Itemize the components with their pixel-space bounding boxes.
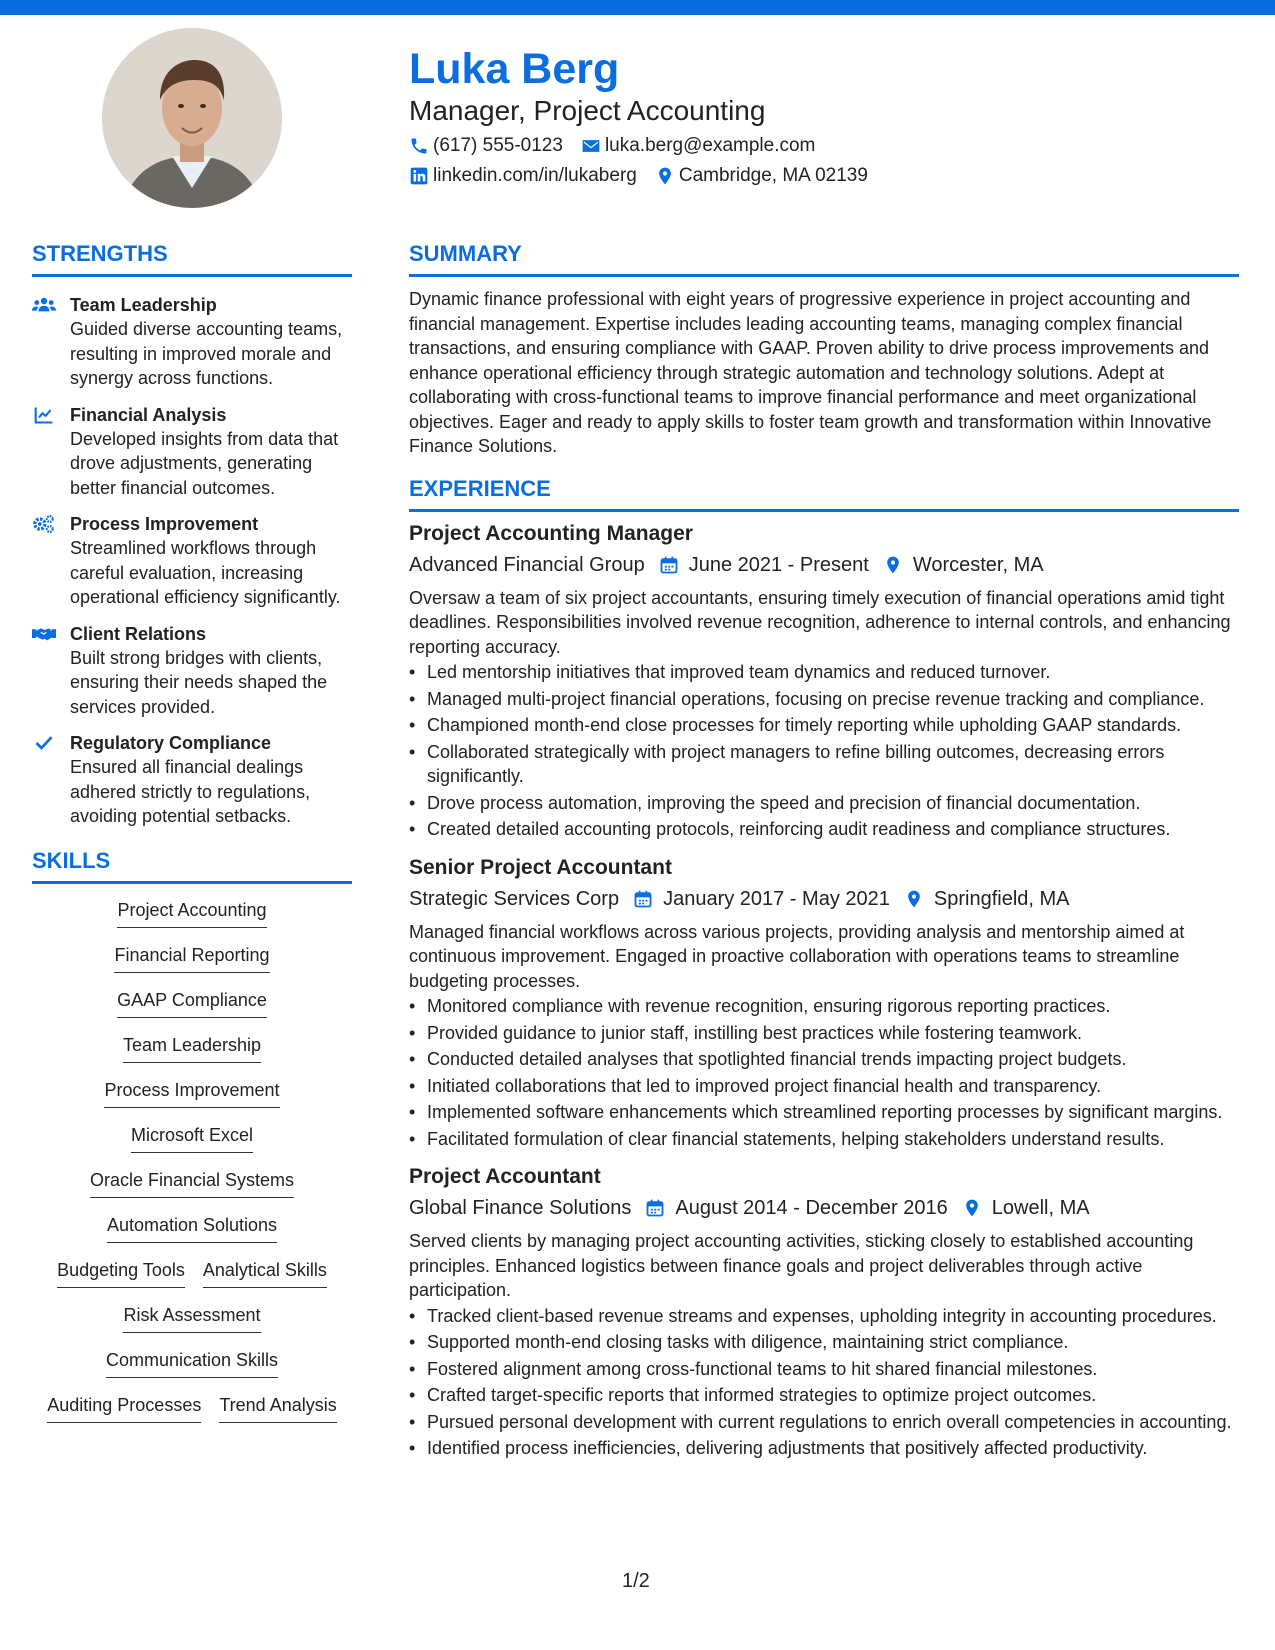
strength-title: Regulatory Compliance xyxy=(70,733,272,753)
skill-row xyxy=(32,1393,352,1438)
skill-tag: Auditing Processes xyxy=(47,1393,201,1423)
strengths-heading: STRENGTHS xyxy=(32,241,168,266)
contact-row-2 xyxy=(409,164,886,188)
linkedin-contact[interactable] xyxy=(409,164,637,188)
map-pin-icon xyxy=(904,889,924,909)
job-dates xyxy=(633,885,890,913)
job-title: Project Accountant xyxy=(409,1165,601,1188)
company-text: Strategic Services Corp xyxy=(409,887,620,910)
gears-icon xyxy=(32,514,56,534)
dates-text: June 2021 - Present xyxy=(688,553,869,576)
strength-item xyxy=(32,622,352,720)
strength-desc: Built strong bridges with clients, ensuring their needs shaped the services provided. xyxy=(70,647,328,717)
job-entry xyxy=(409,520,1239,842)
job-location xyxy=(883,551,1044,579)
candidate-title: Manager, Project Accounting xyxy=(409,95,766,126)
bullet-item: • Led mentorship initiatives that improved team dynamics and reduced turnover. xyxy=(409,660,1239,685)
bullet-item: • Pursued personal development with current regulations to enrich overall competencies in accounting. xyxy=(409,1410,1239,1435)
bullet-item: • Crafted target-specific reports that informed strategies to optimize project outcomes. xyxy=(409,1383,1239,1408)
job-description: Managed financial workflows across various projects, providing analysis and mentorship aimed at continuous improvement. Engaged in proactive collaboration with operations teams to streamline budgeting processes. xyxy=(409,921,1185,991)
calendar-icon xyxy=(659,555,679,575)
skill-tag: Risk Assessment xyxy=(123,1303,260,1333)
bullet-item: • Created detailed accounting protocols, reinforcing audit readiness and compliance structures. xyxy=(409,817,1239,842)
envelope-icon xyxy=(581,136,601,156)
skill-row xyxy=(32,898,352,943)
skill-tag: Financial Reporting xyxy=(114,943,269,973)
location-text: Cambridge, MA 02139 xyxy=(678,165,868,186)
bullet-item: • Tracked client-based revenue streams and expenses, upholding integrity in accounting procedures. xyxy=(409,1304,1239,1329)
page-number: 1/2 xyxy=(622,1570,650,1592)
job-location xyxy=(904,885,1070,913)
left-column xyxy=(32,240,352,1438)
email-text[interactable]: luka.berg@example.com xyxy=(604,135,816,156)
skill-row xyxy=(32,943,352,988)
bullet-item: • Implemented software enhancements which streamlined reporting processes by significant margins. xyxy=(409,1100,1239,1125)
bullet-item: • Conducted detailed analyses that spotlighted financial trends impacting project budgets. xyxy=(409,1047,1239,1072)
bullet-item: • Initiated collaborations that led to improved project financial health and transparency. xyxy=(409,1074,1239,1099)
bullet-item: • Identified process inefficiencies, delivering adjustments that positively affected productivity. xyxy=(409,1436,1239,1461)
strength-item xyxy=(32,731,352,829)
location-text: Lowell, MA xyxy=(991,1197,1090,1219)
skill-tag: GAAP Compliance xyxy=(117,988,267,1018)
bullet-item: • Collaborated strategically with project managers to refine billing outcomes, decreasing errors significantly. xyxy=(409,740,1239,789)
skill-tag: Communication Skills xyxy=(106,1348,278,1378)
job-location xyxy=(962,1194,1090,1222)
profile-photo xyxy=(102,28,282,208)
skill-tag: Process Improvement xyxy=(104,1078,279,1108)
strength-title: Team Leadership xyxy=(70,295,217,315)
job-meta xyxy=(409,551,1239,579)
top-accent-bar xyxy=(0,0,1275,15)
skill-row xyxy=(32,988,352,1033)
bullet-item: • Facilitated formulation of clear financial statements, helping stakeholders understand results. xyxy=(409,1127,1239,1152)
strength-title: Client Relations xyxy=(70,623,207,644)
linkedin-text[interactable]: linkedin.com/in/lukaberg xyxy=(433,165,637,186)
handshake-icon xyxy=(32,624,56,644)
skill-row xyxy=(32,1078,352,1123)
job-title: Senior Project Accountant xyxy=(409,855,672,879)
phone-contact xyxy=(409,134,563,158)
bullet-item: • Fostered alignment among cross-functional teams to hit shared financial milestones. xyxy=(409,1357,1239,1382)
job-description: Oversaw a team of six project accountants, ensuring timely execution of financial operations amid tight deadlines. Responsibilities involved revenue recognition, adherence to internal controls, and enhancing reporting accuracy. xyxy=(409,587,1231,657)
skill-tag: Oracle Financial Systems xyxy=(90,1168,294,1198)
email-contact[interactable] xyxy=(581,134,815,158)
contact-row-1 xyxy=(409,134,833,158)
job-company xyxy=(409,1194,631,1222)
skill-row xyxy=(32,1348,352,1393)
job-dates xyxy=(659,551,869,579)
chart-line-icon xyxy=(32,405,56,425)
skill-tag: Project Accounting xyxy=(117,898,266,928)
summary-divider xyxy=(409,274,1239,277)
dates-text: August 2014 - December 2016 xyxy=(675,1197,948,1219)
experience-heading: EXPERIENCE xyxy=(409,475,551,501)
map-pin-icon xyxy=(962,1198,982,1218)
strength-title: Process Improvement xyxy=(70,514,259,534)
skill-row xyxy=(32,1303,352,1348)
map-pin-icon xyxy=(655,166,675,186)
summary-heading: SUMMARY xyxy=(409,241,522,266)
bullet-item: • Drove process automation, improving the speed and precision of financial documentation. xyxy=(409,791,1239,816)
skill-row xyxy=(32,1258,352,1303)
calendar-icon xyxy=(633,889,653,909)
skill-row xyxy=(32,1168,352,1213)
location-text: Worcester, MA xyxy=(912,553,1044,576)
job-title: Project Accounting Manager xyxy=(409,521,693,545)
skills-list xyxy=(32,898,352,1438)
job-entry xyxy=(409,1163,1239,1461)
location-text: Springfield, MA xyxy=(933,887,1070,910)
skill-tag: Microsoft Excel xyxy=(131,1123,253,1153)
job-company xyxy=(409,885,619,913)
strength-desc: Guided diverse accounting teams, resulting in improved morale and synergy across functions. xyxy=(70,319,343,388)
skill-row xyxy=(32,1033,352,1078)
phone-icon xyxy=(409,136,429,156)
right-column xyxy=(409,240,1239,1463)
company-text: Advanced Financial Group xyxy=(409,553,645,576)
company-text: Global Finance Solutions xyxy=(409,1197,632,1219)
job-entry xyxy=(409,854,1239,1152)
job-meta xyxy=(409,1194,1239,1222)
users-icon xyxy=(32,295,56,315)
skill-tag: Automation Solutions xyxy=(107,1213,277,1243)
summary-text: Dynamic finance professional with eight years of progressive experience in project accounting and financial management. Expertise includes leading accounting teams, managing complex financial transactions, and ensuring compliance with GAAP. Proven ability to drive process improvements and enhance operational efficiency through strategic automation and technology solutions. Adept at collaborating with cross-functional teams to improve financial performance and meet organizational objectives. Eager and ready to apply skills to foster team growth and transformation within Innovative Finance Solutions. xyxy=(409,289,1212,456)
job-bullets xyxy=(409,660,1239,842)
calendar-icon xyxy=(645,1198,665,1218)
check-icon xyxy=(32,733,56,753)
job-meta xyxy=(409,885,1239,913)
phone-text: (617) 555-0123 xyxy=(433,135,563,156)
job-bullets xyxy=(409,1304,1239,1461)
skill-tag: Trend Analysis xyxy=(219,1393,336,1423)
strength-item xyxy=(32,512,352,610)
experience-divider xyxy=(409,509,1239,512)
skill-tag: Team Leadership xyxy=(123,1033,261,1063)
strength-title: Financial Analysis xyxy=(70,404,227,425)
bullet-item: • Provided guidance to junior staff, instilling best practices while fostering teamwork. xyxy=(409,1021,1239,1046)
dates-text: January 2017 - May 2021 xyxy=(663,887,890,910)
strength-item xyxy=(32,293,352,391)
bullet-item: • Managed multi-project financial operations, focusing on precise revenue tracking and compliance. xyxy=(409,687,1239,712)
bullet-item: • Supported month-end closing tasks with diligence, maintaining strict compliance. xyxy=(409,1330,1239,1355)
job-description: Served clients by managing project accounting activities, sticking closely to established accounting principles. Enhanced logistics between finance goals and project deliverables through active participation. xyxy=(409,1231,1194,1300)
location-contact xyxy=(655,164,868,188)
skills-divider xyxy=(32,881,352,884)
strength-desc: Streamlined workflows through careful evaluation, increasing operational efficiency significantly. xyxy=(70,538,341,607)
strength-desc: Ensured all financial dealings adhered strictly to regulations, avoiding potential setbacks. xyxy=(70,757,311,826)
bullet-item: • Championed month-end close processes for timely reporting while upholding GAAP standards. xyxy=(409,713,1239,738)
bullet-item: • Monitored compliance with revenue recognition, ensuring rigorous reporting practices. xyxy=(409,994,1239,1019)
job-bullets xyxy=(409,994,1239,1151)
strength-item xyxy=(32,403,352,501)
job-dates xyxy=(645,1194,947,1222)
map-pin-icon xyxy=(883,555,903,575)
skill-row xyxy=(32,1213,352,1258)
strength-desc: Developed insights from data that drove adjustments, generating better financial outcomes. xyxy=(70,428,339,498)
linkedin-icon xyxy=(409,166,429,186)
candidate-name: Luka Berg xyxy=(409,45,620,93)
job-company xyxy=(409,551,645,579)
skill-tag: Analytical Skills xyxy=(203,1258,327,1288)
skill-tag: Budgeting Tools xyxy=(57,1258,185,1288)
skills-heading: SKILLS xyxy=(32,847,111,873)
skill-row xyxy=(32,1123,352,1168)
